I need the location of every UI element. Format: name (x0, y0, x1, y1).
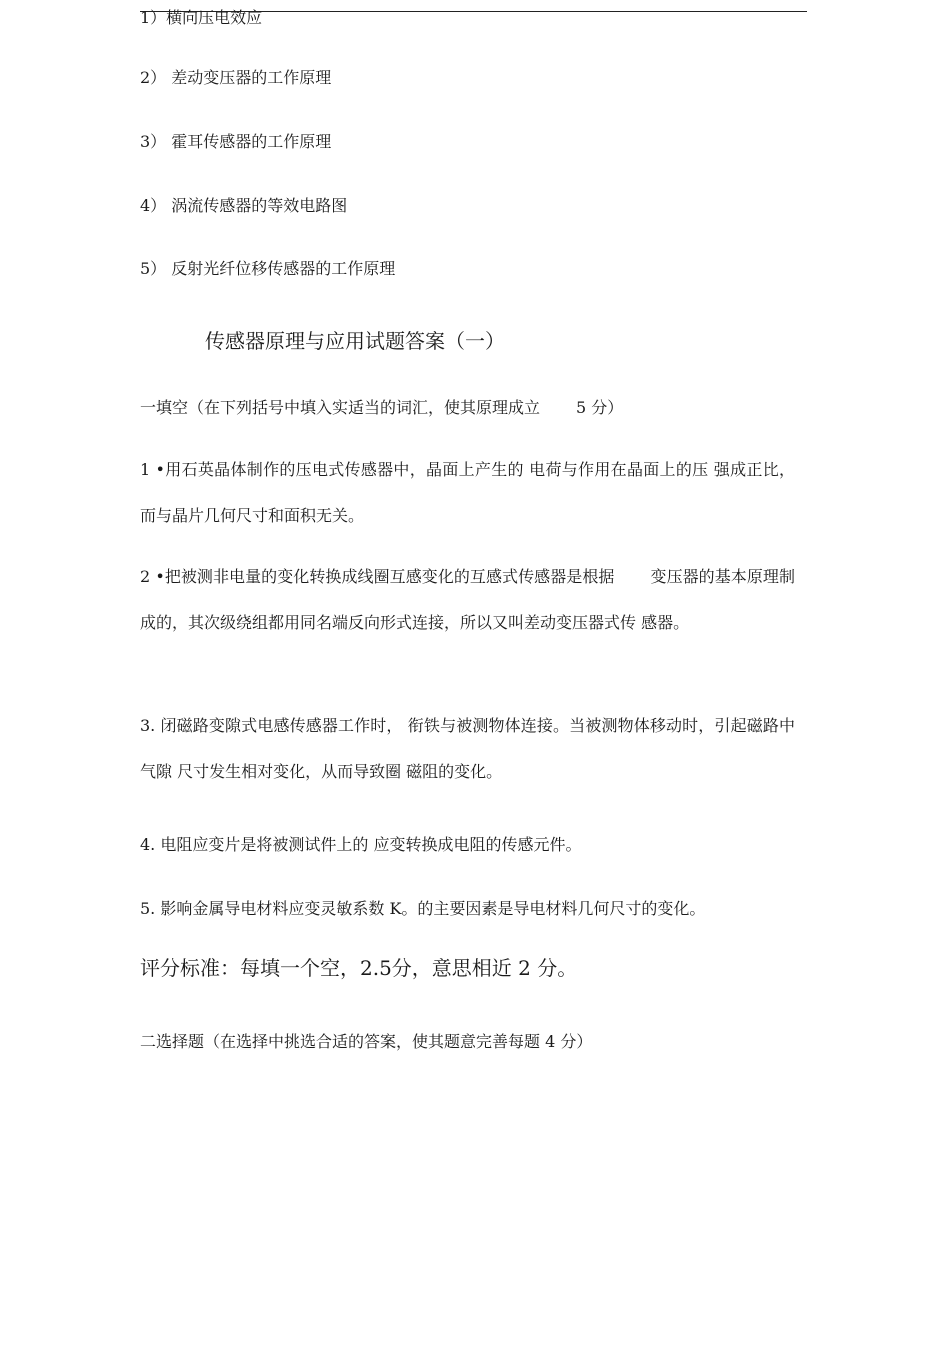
question-3: 3. 闭磁路变隙式电感传感器工作时， 衔铁与被测物体连接。当被测物体移动时，引起磁路中气隙 尺寸发生相对变化，从而导致圈 磁阻的变化。 (140, 716, 795, 781)
list-item: 5） 反射光纤位移传感器的工作原理 (140, 259, 396, 278)
section-heading-multiple-choice: 二选择题（在选择中挑选合适的答案，使其题意完善每题 4 分） (140, 1032, 593, 1051)
section-heading-text: 一填空（在下列括号中填入实适当的词汇，使其原理成立 (140, 398, 541, 417)
question-2 (140, 554, 795, 646)
list-item: 2） 差动变压器的工作原理 (140, 68, 332, 87)
list-item: 3） 霍耳传感器的工作原理 (140, 132, 332, 151)
list-item: 1）横向压电效应 (140, 8, 263, 27)
list-item: 4） 涡流传感器的等效电路图 (140, 196, 348, 215)
page-title: 传感器原理与应用试题答案（一） (205, 329, 505, 353)
question-5: 5. 影响金属导电材料应变灵敏系数 K。的主要因素是导电材料几何尺寸的变化。 (140, 899, 706, 918)
question-4: 4. 电阻应变片是将被测试件上的 应变转换成电阻的传感元件。 (140, 835, 582, 854)
section-heading-fill-in (140, 398, 623, 418)
question-1: 1 •用石英晶体制作的压电式传感器中，晶面上产生的 电荷与作用在晶面上的压 强成正比，而与晶片几何尺寸和面积无关。 (140, 460, 795, 525)
question-2-text-a: 2 •把被测非电量的变化转换成线圈互感变化的互感式传感器是根据 (140, 567, 615, 586)
section-heading-points: 5 分） (576, 398, 624, 417)
question-2-text-b: 变压器的基本原理制成的，其次级绕组都用同名端反向形式连接，所以又叫差动变压器式传 感器。 (140, 567, 795, 632)
scoring-standard: 评分标准：每填一个空，2.5分，意思相近 2 分。 (140, 956, 578, 980)
